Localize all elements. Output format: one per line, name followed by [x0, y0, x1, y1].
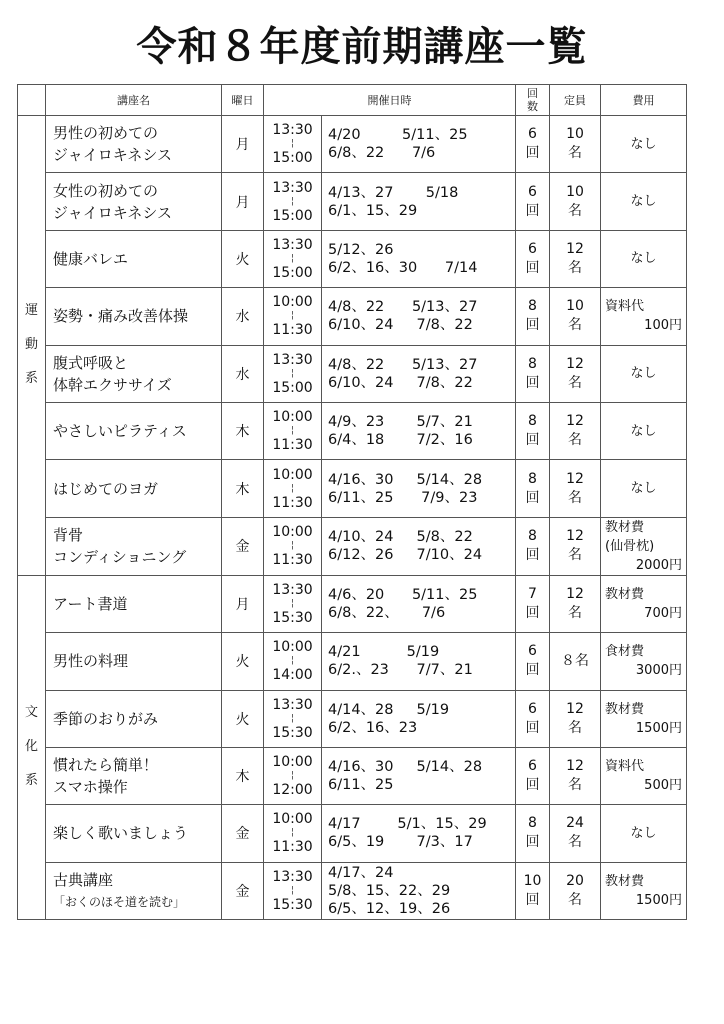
course-capacity: 12 名 [550, 575, 601, 632]
course-fee: なし [601, 805, 687, 862]
course-dates: 4/16、30 5/14、28 6/11、25 7/9、23 [322, 460, 516, 517]
course-capacity: 12 名 [550, 460, 601, 517]
table-row [18, 862, 687, 919]
course-count: 6 回 [516, 690, 550, 747]
course-count: 6 回 [516, 116, 550, 173]
table-row [18, 805, 687, 862]
course-fee: 教材費 1500円 [601, 862, 687, 919]
course-capacity: 20 名 [550, 862, 601, 919]
course-fee: 教材費 1500円 [601, 690, 687, 747]
course-capacity: 10 名 [550, 116, 601, 173]
course-dates: 4/8、22 5/13、27 6/10、24 7/8、22 [322, 345, 516, 402]
course-fee: なし [601, 230, 687, 287]
course-count: 8 回 [516, 288, 550, 345]
table-row [18, 402, 687, 459]
course-time: 13:30 ¦ 15:00 [264, 173, 322, 230]
header-count: 回 数 [516, 85, 550, 116]
table-row [18, 575, 687, 632]
course-capacity: 10 名 [550, 288, 601, 345]
header-capacity: 定員 [550, 85, 601, 116]
course-day: 月 [222, 116, 264, 173]
course-day: 水 [222, 288, 264, 345]
course-time: 10:00 ¦ 14:00 [264, 633, 322, 690]
course-name: 女性の初めての ジャイロキネシス [46, 173, 222, 230]
course-count: 6 回 [516, 633, 550, 690]
course-name: 古典講座 「おくのほそ道を読む」 [46, 862, 222, 919]
header-row [18, 85, 687, 116]
course-fee: 食材費 3000円 [601, 633, 687, 690]
course-name: 楽しく歌いましょう [46, 805, 222, 862]
course-count: 8 回 [516, 345, 550, 402]
course-day: 木 [222, 460, 264, 517]
table-row [18, 690, 687, 747]
course-time: 10:00 ¦ 11:30 [264, 402, 322, 459]
course-dates: 4/8、22 5/13、27 6/10、24 7/8、22 [322, 288, 516, 345]
table-row [18, 230, 687, 287]
course-name: 男性の初めての ジャイロキネシス [46, 116, 222, 173]
course-name: やさしいピラティス [46, 402, 222, 459]
course-fee: なし [601, 345, 687, 402]
table-row [18, 173, 687, 230]
course-day: 金 [222, 517, 264, 575]
course-count: 7 回 [516, 575, 550, 632]
course-dates: 4/20 5/11、25 6/8、22 7/6 [322, 116, 516, 173]
course-capacity: ８名 [550, 633, 601, 690]
course-dates: 4/14、28 5/19 6/2、16、23 [322, 690, 516, 747]
header-name: 講座名 [46, 85, 222, 116]
course-fee: 教材費 (仙骨枕) 2000円 [601, 517, 687, 575]
course-day: 木 [222, 402, 264, 459]
course-count: 10 回 [516, 862, 550, 919]
course-day: 月 [222, 575, 264, 632]
course-count: 8 回 [516, 517, 550, 575]
course-name: 姿勢・痛み改善体操 [46, 288, 222, 345]
course-capacity: 24 名 [550, 805, 601, 862]
table-row [18, 288, 687, 345]
course-day: 金 [222, 805, 264, 862]
course-count: 6 回 [516, 230, 550, 287]
course-fee: なし [601, 402, 687, 459]
course-fee: なし [601, 116, 687, 173]
course-capacity: 12 名 [550, 402, 601, 459]
course-capacity: 12 名 [550, 345, 601, 402]
course-name: 背骨 コンディショニング [46, 517, 222, 575]
course-time: 13:30 ¦ 15:30 [264, 690, 322, 747]
course-day: 火 [222, 690, 264, 747]
course-name: はじめてのヨガ [46, 460, 222, 517]
course-name: 季節のおりがみ [46, 690, 222, 747]
course-dates: 4/6、20 5/11、25 6/8、22、 7/6 [322, 575, 516, 632]
course-day: 水 [222, 345, 264, 402]
course-time: 10:00 ¦ 11:30 [264, 288, 322, 345]
course-time: 10:00 ¦ 12:00 [264, 747, 322, 804]
header-datetime: 開催日時 [264, 85, 516, 116]
course-day: 月 [222, 173, 264, 230]
course-fee: 教材費 700円 [601, 575, 687, 632]
course-time: 10:00 ¦ 11:30 [264, 460, 322, 517]
header-fee: 費用 [601, 85, 687, 116]
course-fee: なし [601, 173, 687, 230]
course-day: 火 [222, 633, 264, 690]
course-dates: 4/10、24 5/8、22 6/12、26 7/10、24 [322, 517, 516, 575]
course-dates: 5/12、26 6/2、16、30 7/14 [322, 230, 516, 287]
table-row [18, 460, 687, 517]
course-dates: 4/13、27 5/18 6/1、15、29 [322, 173, 516, 230]
course-dates: 4/16、30 5/14、28 6/11、25 [322, 747, 516, 804]
course-dates: 4/9、23 5/7、21 6/4、18 7/2、16 [322, 402, 516, 459]
category-cell: 運 動 系 [18, 116, 46, 576]
header-day: 曜日 [222, 85, 264, 116]
page-title: 令和８年度前期講座一覧 [136, 24, 588, 70]
course-capacity: 12 名 [550, 517, 601, 575]
course-fee: 資料代 500円 [601, 747, 687, 804]
course-count: 8 回 [516, 402, 550, 459]
course-day: 火 [222, 230, 264, 287]
course-count: 6 回 [516, 747, 550, 804]
table-row [18, 517, 687, 575]
course-dates: 4/17 5/1、15、29 6/5、19 7/3、17 [322, 805, 516, 862]
course-count: 8 回 [516, 805, 550, 862]
course-name: 男性の料理 [46, 633, 222, 690]
course-capacity: 12 名 [550, 747, 601, 804]
course-day: 木 [222, 747, 264, 804]
course-count: 8 回 [516, 460, 550, 517]
course-name: 健康バレエ [46, 230, 222, 287]
course-time: 13:30 ¦ 15:00 [264, 230, 322, 287]
table-row [18, 747, 687, 804]
course-dates: 4/17、24 5/8、15、22、29 6/5、12、19、26 [322, 862, 516, 919]
table-row [18, 116, 687, 173]
course-name: アート書道 [46, 575, 222, 632]
course-fee: なし [601, 460, 687, 517]
category-cell: 文 化 系 [18, 575, 46, 919]
course-time: 10:00 ¦ 11:30 [264, 805, 322, 862]
table-row [18, 633, 687, 690]
course-name: 腹式呼吸と 体幹エクササイズ [46, 345, 222, 402]
course-time: 13:30 ¦ 15:30 [264, 575, 322, 632]
course-time: 13:30 ¦ 15:00 [264, 345, 322, 402]
course-table [17, 84, 687, 920]
table-row [18, 345, 687, 402]
course-day: 金 [222, 862, 264, 919]
course-fee: 資料代 100円 [601, 288, 687, 345]
course-capacity: 12 名 [550, 230, 601, 287]
course-count: 6 回 [516, 173, 550, 230]
header-category [18, 85, 46, 116]
course-name: 慣れたら簡単！ スマホ操作 [46, 747, 222, 804]
course-capacity: 10 名 [550, 173, 601, 230]
course-time: 13:30 ¦ 15:00 [264, 116, 322, 173]
course-time: 13:30 ¦ 15:30 [264, 862, 322, 919]
course-time: 10:00 ¦ 11:30 [264, 517, 322, 575]
course-dates: 4/21 5/19 6/2.、23 7/7、21 [322, 633, 516, 690]
course-capacity: 12 名 [550, 690, 601, 747]
